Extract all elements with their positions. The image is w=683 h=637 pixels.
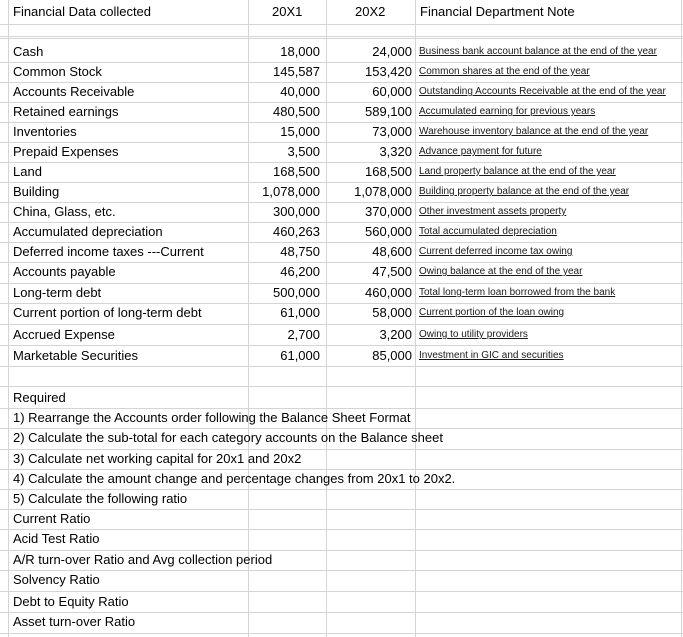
account-name: Accounts Receivable (13, 84, 135, 99)
table-row (0, 346, 683, 366)
table-row (0, 102, 683, 122)
table-row (0, 222, 683, 242)
grid-line (0, 122, 683, 123)
header-year2: 20X2 (355, 4, 386, 19)
grid-line (0, 345, 683, 346)
value-20x2: 3,320 (379, 144, 412, 159)
value-20x1: 2,700 (287, 327, 320, 342)
grid-line (0, 469, 683, 470)
grid-line (0, 449, 683, 450)
grid-line (0, 428, 683, 429)
account-name: China, Glass, etc. (13, 204, 116, 219)
grid-line (0, 612, 683, 613)
grid-line (0, 529, 683, 530)
grid-line (0, 62, 683, 63)
department-note: Advance payment for future (419, 146, 542, 157)
header-divider (0, 36, 683, 39)
grid-line (0, 509, 683, 510)
header-account: Financial Data collected (13, 4, 152, 19)
grid-line (0, 283, 683, 284)
ratio-item: A/R turn-over Ratio and Avg collection period (13, 552, 273, 567)
value-20x1: 46,200 (280, 264, 320, 279)
header-year1: 20X1 (272, 4, 303, 19)
value-20x2: 85,000 (372, 348, 412, 363)
table-row (0, 162, 683, 182)
value-20x2: 1,078,000 (354, 184, 412, 199)
account-name: Accrued Expense (13, 327, 115, 342)
value-20x2: 60,000 (372, 84, 412, 99)
grid-line (0, 24, 683, 25)
department-note: Business bank account balance at the end of the year (419, 46, 657, 57)
table-row (0, 122, 683, 142)
table-row (0, 242, 683, 262)
department-note: Owing balance at the end of the year (419, 266, 583, 277)
department-note: Owing to utility providers (419, 329, 528, 340)
grid-line (0, 142, 683, 143)
value-20x1: 3,500 (287, 144, 320, 159)
grid-line (0, 324, 683, 325)
value-20x2: 47,500 (372, 264, 412, 279)
department-note: Accumulated earning for previous years (419, 106, 596, 117)
department-note: Total accumulated depreciation (419, 226, 557, 237)
department-note: Total long-term loan borrowed from the bank (419, 287, 616, 298)
account-name: Accumulated depreciation (13, 224, 163, 239)
department-note: Building property balance at the end of the year (419, 186, 630, 197)
table-row (0, 325, 683, 345)
value-20x1: 61,000 (280, 305, 320, 320)
grid-line (0, 262, 683, 263)
value-20x1: 48,750 (280, 244, 320, 259)
table-row (0, 303, 683, 323)
department-note: Other investment assets property (419, 206, 567, 217)
account-name: Accounts payable (13, 264, 116, 279)
value-20x1: 460,263 (273, 224, 320, 239)
value-20x2: 24,000 (372, 44, 412, 59)
account-name: Long-term debt (13, 285, 102, 300)
department-note: Warehouse inventory balance at the end of the year (419, 126, 649, 137)
grid-line (0, 570, 683, 571)
account-name: Prepaid Expenses (13, 144, 119, 159)
required-item: 5) Calculate the following ratio (13, 491, 188, 506)
required-item: 2) Calculate the sub-total for each category accounts on the Balance sheet (13, 430, 443, 445)
grid-line (0, 102, 683, 103)
table-row (0, 283, 683, 303)
account-name: Deferred income taxes ---Current (13, 244, 204, 259)
table-row (0, 62, 683, 82)
grid-line (0, 489, 683, 490)
ratio-item: Solvency Ratio (13, 572, 100, 587)
required-item: 4) Calculate the amount change and percentage changes from 20x1 to 20x2. (13, 471, 456, 486)
value-20x2: 560,000 (365, 224, 412, 239)
value-20x1: 40,000 (280, 84, 320, 99)
grid-line (0, 591, 683, 592)
table-row (0, 202, 683, 222)
value-20x2: 370,000 (365, 204, 412, 219)
value-20x2: 168,500 (365, 164, 412, 179)
value-20x2: 58,000 (372, 305, 412, 320)
value-20x1: 500,000 (273, 285, 320, 300)
grid-line (0, 222, 683, 223)
department-note: Land property balance at the end of the year (419, 166, 616, 177)
required-item: 3) Calculate net working capital for 20x1 and 20x2 (13, 451, 302, 466)
table-row (0, 82, 683, 102)
ratio-item: Acid Test Ratio (13, 531, 100, 546)
department-note: Common shares at the end of the year (419, 66, 590, 77)
value-20x2: 460,000 (365, 285, 412, 300)
department-note: Current portion of the loan owing (419, 307, 565, 318)
ratio-item: Debt to Equity Ratio (13, 594, 129, 609)
value-20x1: 15,000 (280, 124, 320, 139)
account-name: Cash (13, 44, 44, 59)
value-20x1: 61,000 (280, 348, 320, 363)
department-note: Outstanding Accounts Receivable at the end of the year (419, 86, 666, 97)
value-20x2: 48,600 (372, 244, 412, 259)
table-row (0, 42, 683, 62)
account-name: Inventories (13, 124, 77, 139)
grid-line (0, 162, 683, 163)
value-20x2: 73,000 (372, 124, 412, 139)
ratio-item: Asset turn-over Ratio (13, 614, 136, 629)
value-20x1: 145,587 (273, 64, 320, 79)
value-20x2: 153,420 (365, 64, 412, 79)
value-20x1: 168,500 (273, 164, 320, 179)
ratio-item: Current Ratio (13, 511, 91, 526)
account-name: Retained earnings (13, 104, 119, 119)
account-name: Land (13, 164, 42, 179)
grid-line (0, 366, 683, 367)
table-row (0, 142, 683, 162)
value-20x1: 1,078,000 (262, 184, 320, 199)
grid-line (0, 82, 683, 83)
department-note: Current deferred income tax owing (419, 246, 573, 257)
account-name: Current portion of long-term debt (13, 305, 202, 320)
value-20x1: 18,000 (280, 44, 320, 59)
account-name: Marketable Securities (13, 348, 138, 363)
table-row (0, 182, 683, 202)
grid-line (0, 550, 683, 551)
grid-line (0, 408, 683, 409)
grid-line (0, 633, 683, 634)
grid-line (0, 386, 683, 387)
required-item: 1) Rearrange the Accounts order following the Balance Sheet Format (13, 410, 411, 425)
table-row (0, 262, 683, 282)
grid-line (0, 242, 683, 243)
value-20x2: 589,100 (365, 104, 412, 119)
required-heading: Required (13, 390, 66, 405)
value-20x2: 3,200 (379, 327, 412, 342)
account-name: Common Stock (13, 64, 102, 79)
grid-line (0, 303, 683, 304)
value-20x1: 480,500 (273, 104, 320, 119)
account-name: Building (13, 184, 60, 199)
grid-line (0, 202, 683, 203)
header-note: Financial Department Note (420, 4, 575, 19)
department-note: Investment in GIC and securities (419, 350, 564, 361)
grid-line (0, 182, 683, 183)
value-20x1: 300,000 (273, 204, 320, 219)
